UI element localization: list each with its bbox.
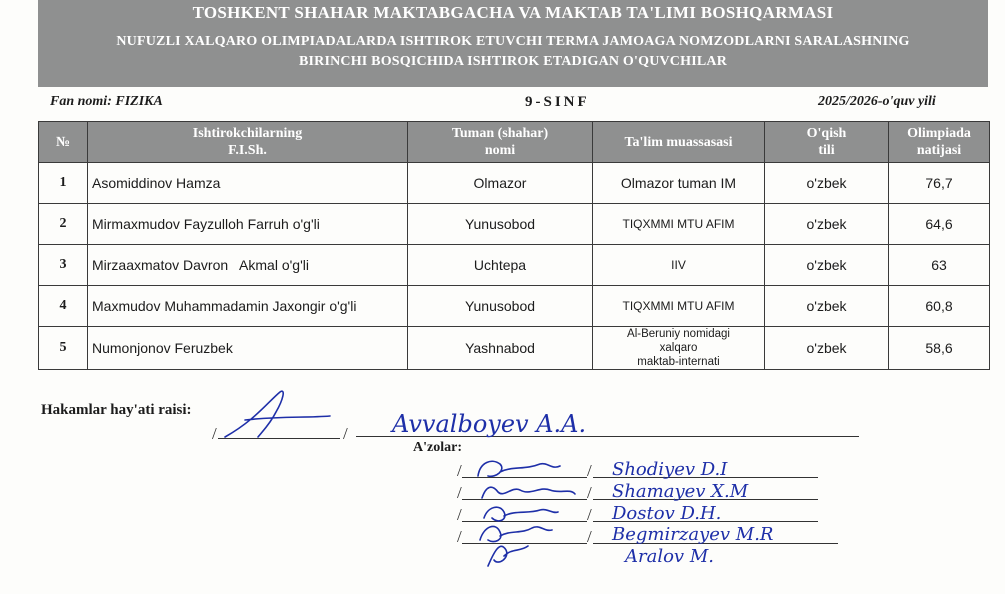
participant-name: Mirzaaxmatov Davron Akmal o'g'li <box>88 245 408 286</box>
header-result: Olimpiada natijasi <box>889 122 990 163</box>
header-school: Ta'lim muassasasi <box>593 122 765 163</box>
row-number: 2 <box>39 204 88 245</box>
subject-name: Fan nomi: FIZIKA <box>50 94 163 109</box>
signature-line <box>462 521 587 522</box>
member-handwritten-name: Shamayev X.M <box>612 481 749 502</box>
district-name: Yunusobod <box>408 286 593 327</box>
name-line <box>593 477 818 478</box>
signature-slash: / <box>212 424 217 443</box>
signature-slash: / <box>457 527 462 546</box>
olympiad-score: 76,7 <box>889 163 990 204</box>
olympiad-score: 60,8 <box>889 286 990 327</box>
member-signature-2 <box>482 487 575 498</box>
chair-handwritten-name: Avvalboyev A.A. <box>392 410 587 438</box>
table-row <box>39 163 990 204</box>
member-handwritten-name: Shodiyev D.I <box>612 459 728 480</box>
school-name: TIQXMMI MTU AFIM <box>593 204 765 245</box>
participant-name: Maxmudov Muhammadamin Jaxongir o'g'li <box>88 286 408 327</box>
district-name: Uchtepa <box>408 245 593 286</box>
name-line <box>593 521 818 522</box>
signature-line <box>462 499 587 500</box>
signature-slash: / <box>457 505 462 524</box>
academic-year: 2025/2026-o'quv yili <box>818 94 936 109</box>
signature-slash: / <box>587 505 592 524</box>
header-banner <box>38 0 988 87</box>
olympiad-score: 64,6 <box>889 204 990 245</box>
school-name: TIQXMMI MTU AFIM <box>593 286 765 327</box>
document-title-line1: NUFUZLI XALQARO OLIMPIADALARDA ISHTIROK ETUVCHI TERMA JAMOAGA NOMZODLARNI SARALASHNING <box>116 34 910 49</box>
study-language: o'zbek <box>765 286 889 327</box>
participant-name: Numonjonov Feruzbek <box>88 327 408 370</box>
signature-slash: / <box>587 483 592 502</box>
grade-label: 9-SINF <box>525 94 590 110</box>
members-label: A'zolar: <box>413 440 462 455</box>
name-line <box>593 499 818 500</box>
authority-title: TOSHKENT SHAHAR MAKTABGACHA VA MAKTAB TA'LIMI BOSHQARMASI <box>192 3 834 22</box>
member-handwritten-name: Dostov D.H. <box>612 503 722 524</box>
chair-signature <box>225 391 330 437</box>
signature-line <box>462 543 587 544</box>
chair-label: Hakamlar hay'ati raisi: <box>41 402 192 418</box>
member-handwritten-name: Aralov M. <box>625 546 714 567</box>
study-language: o'zbek <box>765 245 889 286</box>
olympiad-score: 58,6 <box>889 327 990 370</box>
member-signature-3 <box>484 507 558 521</box>
table-row <box>39 327 990 370</box>
name-line <box>356 436 859 437</box>
table-row <box>39 204 990 245</box>
header-language: O'qish tili <box>765 122 889 163</box>
signature-line <box>462 477 587 478</box>
row-number: 4 <box>39 286 88 327</box>
member-signature-1 <box>478 461 560 476</box>
study-language: o'zbek <box>765 327 889 370</box>
study-language: o'zbek <box>765 163 889 204</box>
header-district: Tuman (shahar) nomi <box>408 122 593 163</box>
signature-slash: / <box>457 461 462 480</box>
district-name: Yunusobod <box>408 204 593 245</box>
olympiad-score: 63 <box>889 245 990 286</box>
signature-slash: / <box>457 483 462 502</box>
table-header-row <box>39 122 990 163</box>
name-line <box>593 543 838 544</box>
participants-table <box>38 121 990 370</box>
district-name: Yashnabod <box>408 327 593 370</box>
school-name: Olmazor tuman IM <box>593 163 765 204</box>
signature-slash: / <box>587 527 592 546</box>
member-signature-5 <box>488 546 528 566</box>
signature-line <box>218 438 340 439</box>
header-full-name: Ishtirokchilarning F.I.Sh. <box>88 122 408 163</box>
participant-name: Mirmaxmudov Fayzulloh Farruh o'g'li <box>88 204 408 245</box>
header-number: № <box>39 122 88 163</box>
document-title-line2: BIRINCHI BOSQICHIDA ISHTIROK ETADIGAN O'QUVCHILAR <box>298 54 728 69</box>
school-name: Al-Beruniy nomidagi xalqaro maktab-internati <box>593 327 765 370</box>
row-number: 5 <box>39 327 88 370</box>
table-row <box>39 286 990 327</box>
row-number: 3 <box>39 245 88 286</box>
signature-slash: / <box>343 424 348 443</box>
district-name: Olmazor <box>408 163 593 204</box>
signature-slash: / <box>587 461 592 480</box>
row-number: 1 <box>39 163 88 204</box>
table-row <box>39 245 990 286</box>
member-handwritten-name: Begmirzayev M.R <box>612 524 774 545</box>
study-language: o'zbek <box>765 204 889 245</box>
participant-name: Asomiddinov Hamza <box>88 163 408 204</box>
member-signature-4 <box>480 526 552 541</box>
school-name: IIV <box>593 245 765 286</box>
